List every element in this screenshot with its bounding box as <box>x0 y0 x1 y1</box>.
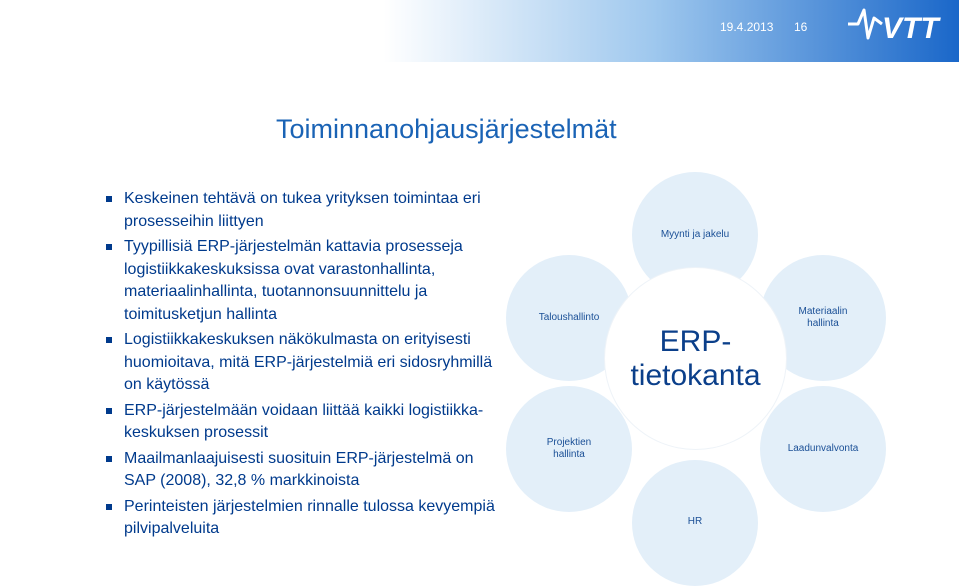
node-laadunvalvonta <box>760 386 886 512</box>
node-label: Taloushallinto <box>538 312 600 323</box>
node-projektien-hallinta <box>506 386 632 512</box>
erp-center <box>605 268 786 449</box>
vtt-logo <box>846 4 950 44</box>
page-number: 16 <box>794 20 808 34</box>
bullet-item: Keskeinen tehtävä on tukea yrityksen toimintaa eri prosesseihin liittyen <box>104 188 504 233</box>
bullet-item: ERP-järjestelmään voidaan liittää kaikki logistiikka-keskuksen prosessit <box>104 400 504 445</box>
node-label: HR <box>687 516 703 527</box>
center-label: ERP-tietokanta <box>630 324 761 392</box>
node-label: Myynti ja jakelu <box>660 229 730 240</box>
bullet-item: Perinteisten järjestelmien rinnalle tulossa kevyempiä pilvipalveluita <box>104 496 504 541</box>
node-label: Materiaalin hallinta <box>798 306 848 329</box>
node-label: Projektien hallinta <box>546 437 592 460</box>
slide-date: 19.4.2013 <box>720 20 774 34</box>
bullet-item: Logistiikkakeskuksen näkökulmasta on erityisesti huomioitava, mitä ERP-järjestelmiä eri sidosryhmillä on käytössä <box>104 329 504 397</box>
bullet-list <box>104 188 504 544</box>
node-hr <box>632 460 758 586</box>
slide-title: Toiminnanohjausjärjestelmät <box>276 114 617 144</box>
bullet-item: Maailmanlaajuisesti suosituin ERP-järjestelmä on SAP (2008), 32,8 % markkinoista <box>104 448 504 493</box>
node-label: Laadunvalvonta <box>787 443 859 454</box>
erp-diagram <box>510 160 959 574</box>
logo-text: VTT <box>882 12 939 44</box>
header-bar <box>0 0 959 62</box>
bullet-item: Tyypillisiä ERP-järjestelmän kattavia prosesseja logistiikkakeskuksissa ovat varastonhallinta, materiaalinhallinta, tuotannonsuunnittelu ja toimitusketjun hallinta <box>104 236 504 326</box>
